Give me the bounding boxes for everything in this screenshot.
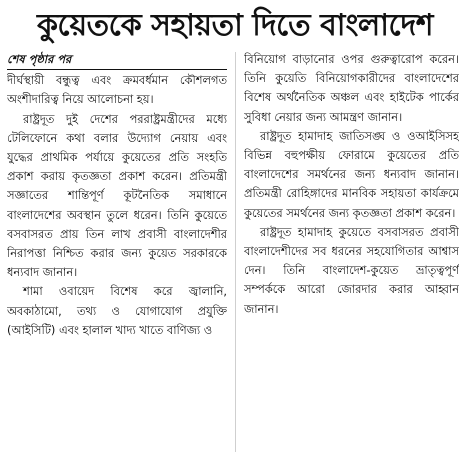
paragraph: বিনিয়োগ বাড়ানোর ওপর গুরুত্বারোপ করেন। তিনি কুয়েতি বিনিয়োগকারীদের বাংলাদেশের বিশেষ অর্থনৈতিক অঞ্চল এবং হাইটেক পার্কের সুবিধা নেয়ার জন্য আমন্ত্রণ জানান। (244, 52, 459, 124)
article-column-right (244, 50, 459, 452)
column-divider (235, 52, 236, 452)
paragraph: শামা ওবায়েদ বিশেষ করে জ্বালানি, অবকাঠামো, তথ্য ও যোগাযোগ প্রযুক্তি (আইসিটি) এবং হালাল খাদ্য খাতে বাণিজ্য ও (7, 284, 227, 337)
article-column-left (7, 50, 227, 452)
paragraph: রাষ্ট্রদূত হামাদাহ কুয়েতে বসবাসরত প্রবাসী বাংলাদেশীদের সব ধরনের সহযোগিতার আশ্বাস দেন। তিনি বাংলাদেশ-কুয়েত ভ্রাতৃত্বপূর্ণ সম্পর্ককে আরো জোরদার করার আহ্বান জানান। (244, 224, 459, 316)
continued-from-label: শেষ পৃষ্ঠার পর (7, 50, 227, 70)
article-headline: কুয়েতকে সহায়তা দিতে বাংলাদেশ (36, 8, 434, 43)
paragraph: রাষ্ট্রদূত হামাদাহ জাতিসঙ্ঘ ও ওআইসিসহ বিভিন্ন বহুপক্ষীয় ফোরামে কুয়েতের প্রতি বাংলাদেশের সমর্থনের জন্য ধন্যবাদ জানান। প্রতিমন্ত্রী রোহিঙ্গাদের মানবিক সহায়তা কার্যক্রমে কুয়েতের সমর্থনের জন্য কৃতজ্ঞতা প্রকাশ করেন। (244, 128, 459, 220)
paragraph: দীর্ঘস্থায়ী বন্ধুত্ব এবং ক্রমবর্ধমান কৌশলগত অংশীদারিত্ব নিয়ে আলোচনা হয়। (7, 73, 227, 107)
paragraph: রাষ্ট্রদূত দুই দেশের পররাষ্ট্রমন্ত্রীদের মধ্যে টেলিফোনে কথা বলার উদ্যোগ নেয়ায় এবং যুদ্ধের প্রাথমিক পর্যায়ে কুয়েতের প্রতি সংহতি প্রকাশ করায় কৃতজ্ঞতা প্রকাশ করেন। প্রতিমন্ত্রী সজ্ঞাতের শান্তিপূর্ণ কূটনৈতিক সমাধানে বাংলাদেশের অবস্থান তুলে ধরেন। তিনি কুয়েতে বসবাসরত প্রায় তিন লাখ প্রবাসী বাংলাদেশীর নিরাপত্তা নিশ্চিত করার জন্য কুয়েত সরকারকে ধন্যবাদ জানান। (7, 111, 227, 280)
